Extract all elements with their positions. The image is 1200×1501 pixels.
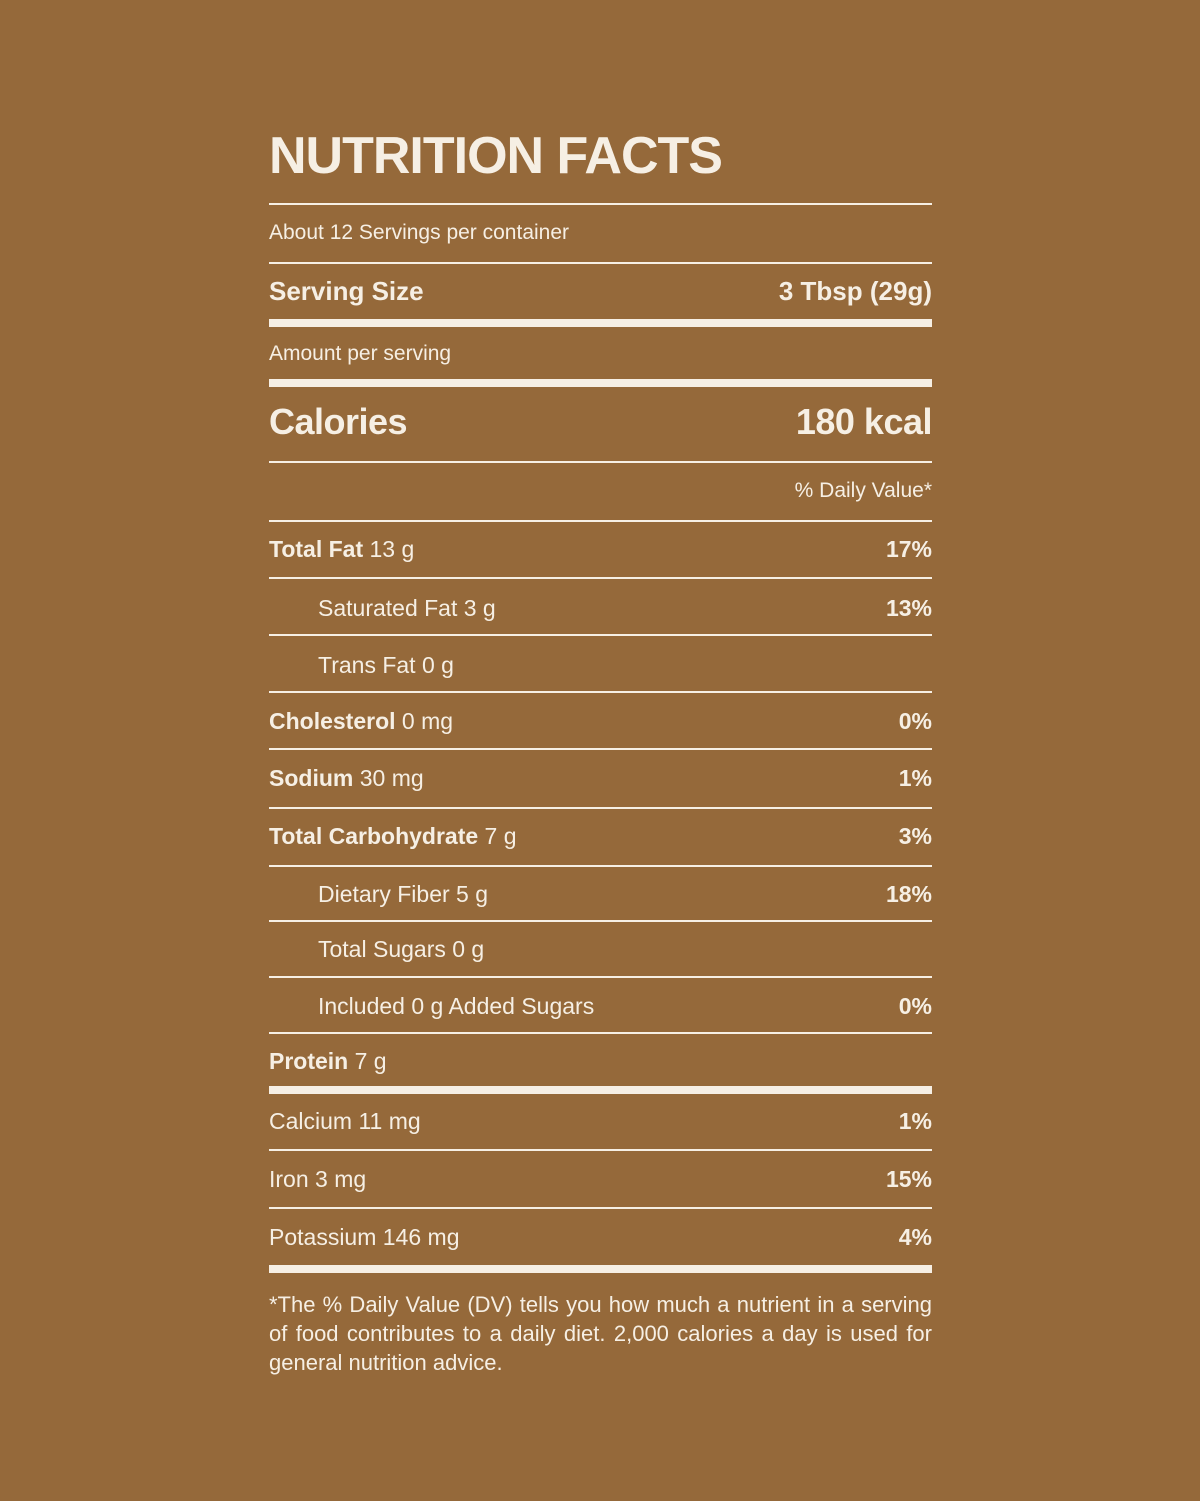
divider — [269, 461, 932, 463]
thick-divider — [269, 1086, 932, 1094]
nutrient-amount: 7 g — [354, 1047, 387, 1074]
mineral-daily-value: 15% — [885, 1165, 932, 1192]
mineral-amount: 146 mg — [382, 1223, 460, 1250]
divider — [269, 1032, 932, 1034]
calories-label: Calories — [269, 401, 408, 442]
divider — [269, 262, 932, 264]
serving-size-row — [269, 274, 932, 308]
nutrient-amount: 7 g — [484, 822, 517, 849]
divider — [269, 691, 932, 693]
thick-divider — [269, 319, 932, 327]
divider — [269, 748, 932, 750]
nutrient-row-saturated-fat — [269, 592, 932, 624]
mineral-amount: 11 mg — [358, 1107, 421, 1134]
mineral-row-calcium — [269, 1105, 932, 1137]
thick-divider — [269, 379, 932, 387]
nutrient-amount: 30 mg — [359, 764, 424, 791]
calories-value: 180 kcal — [795, 401, 932, 442]
daily-value-header-row — [269, 476, 932, 506]
divider — [269, 1149, 932, 1151]
divider — [269, 865, 932, 867]
amount-per-serving-row — [269, 339, 932, 369]
servings-per-container: About 12 Servings per container — [269, 221, 570, 244]
divider — [269, 920, 932, 922]
mineral-name: Iron — [269, 1165, 309, 1192]
nutrient-daily-value: 13% — [885, 594, 932, 621]
divider — [269, 634, 932, 636]
nutrient-name: Total Fat — [269, 535, 364, 562]
nutrient-daily-value: 3% — [898, 822, 932, 849]
nutrient-row-cholesterol — [269, 705, 932, 737]
nutrient-name: Dietary Fiber — [318, 880, 450, 907]
nutrient-amount: 3 g — [463, 594, 496, 621]
nutrient-daily-value: 0% — [898, 707, 932, 734]
divider — [269, 976, 932, 978]
mineral-name: Calcium — [269, 1107, 353, 1134]
nutrient-amount: 13 g — [369, 535, 415, 562]
nutrient-name: Sodium — [269, 764, 354, 791]
daily-value-header: % Daily Value* — [794, 479, 932, 502]
amount-per-serving: Amount per serving — [269, 342, 452, 365]
nutrient-name: Trans Fat — [318, 651, 416, 678]
mineral-daily-value: 1% — [898, 1107, 932, 1134]
nutrient-row-added-sugars — [269, 990, 932, 1022]
serving-size-label: Serving Size — [269, 275, 424, 306]
divider — [269, 577, 932, 579]
nutrient-row-protein — [269, 1045, 932, 1077]
nutrient-name: Total Carbohydrate — [269, 822, 479, 849]
nutrient-row-trans-fat — [269, 649, 932, 681]
label-title: NUTRITION FACTS — [269, 127, 722, 185]
mineral-amount: 3 mg — [315, 1165, 367, 1192]
divider — [269, 1207, 932, 1209]
mineral-row-iron — [269, 1163, 932, 1195]
divider — [269, 807, 932, 809]
nutrient-name: Saturated Fat — [318, 594, 458, 621]
nutrient-name: Included 0 g Added Sugars — [318, 992, 595, 1019]
serving-size-value: 3 Tbsp (29g) — [778, 275, 932, 306]
nutrient-row-sodium — [269, 762, 932, 794]
mineral-row-potassium — [269, 1221, 932, 1253]
nutrient-name: Protein — [269, 1047, 349, 1074]
nutrient-daily-value: 17% — [885, 535, 932, 562]
mineral-name: Potassium — [269, 1223, 377, 1250]
calories-row — [269, 400, 932, 444]
nutrient-amount: 0 mg — [401, 707, 454, 734]
mineral-daily-value: 4% — [898, 1223, 932, 1250]
nutrient-daily-value: 1% — [898, 764, 932, 791]
nutrient-amount: 0 g — [452, 935, 485, 962]
nutrient-daily-value: 18% — [885, 880, 932, 907]
nutrient-row-total-carbohydrate — [269, 820, 932, 852]
daily-value-footnote: *The % Daily Value (DV) tells you how much a nutrient in a serving of food contributes to a daily diet. 2,000 calories a day is used for general nutrition advice. — [269, 1292, 932, 1375]
nutrient-daily-value: 0% — [898, 992, 932, 1019]
nutrient-row-total-fat — [269, 533, 932, 565]
nutrient-amount: 0 g — [421, 651, 454, 678]
thick-divider — [269, 1265, 932, 1273]
divider — [269, 520, 932, 522]
nutrient-amount: 5 g — [456, 880, 489, 907]
nutrient-row-total-sugars — [269, 933, 932, 965]
nutrient-name: Total Sugars — [318, 935, 446, 962]
nutrient-row-dietary-fiber — [269, 878, 932, 910]
nutrient-name: Cholesterol — [269, 707, 396, 734]
servings-row — [269, 218, 932, 248]
divider — [269, 203, 932, 205]
